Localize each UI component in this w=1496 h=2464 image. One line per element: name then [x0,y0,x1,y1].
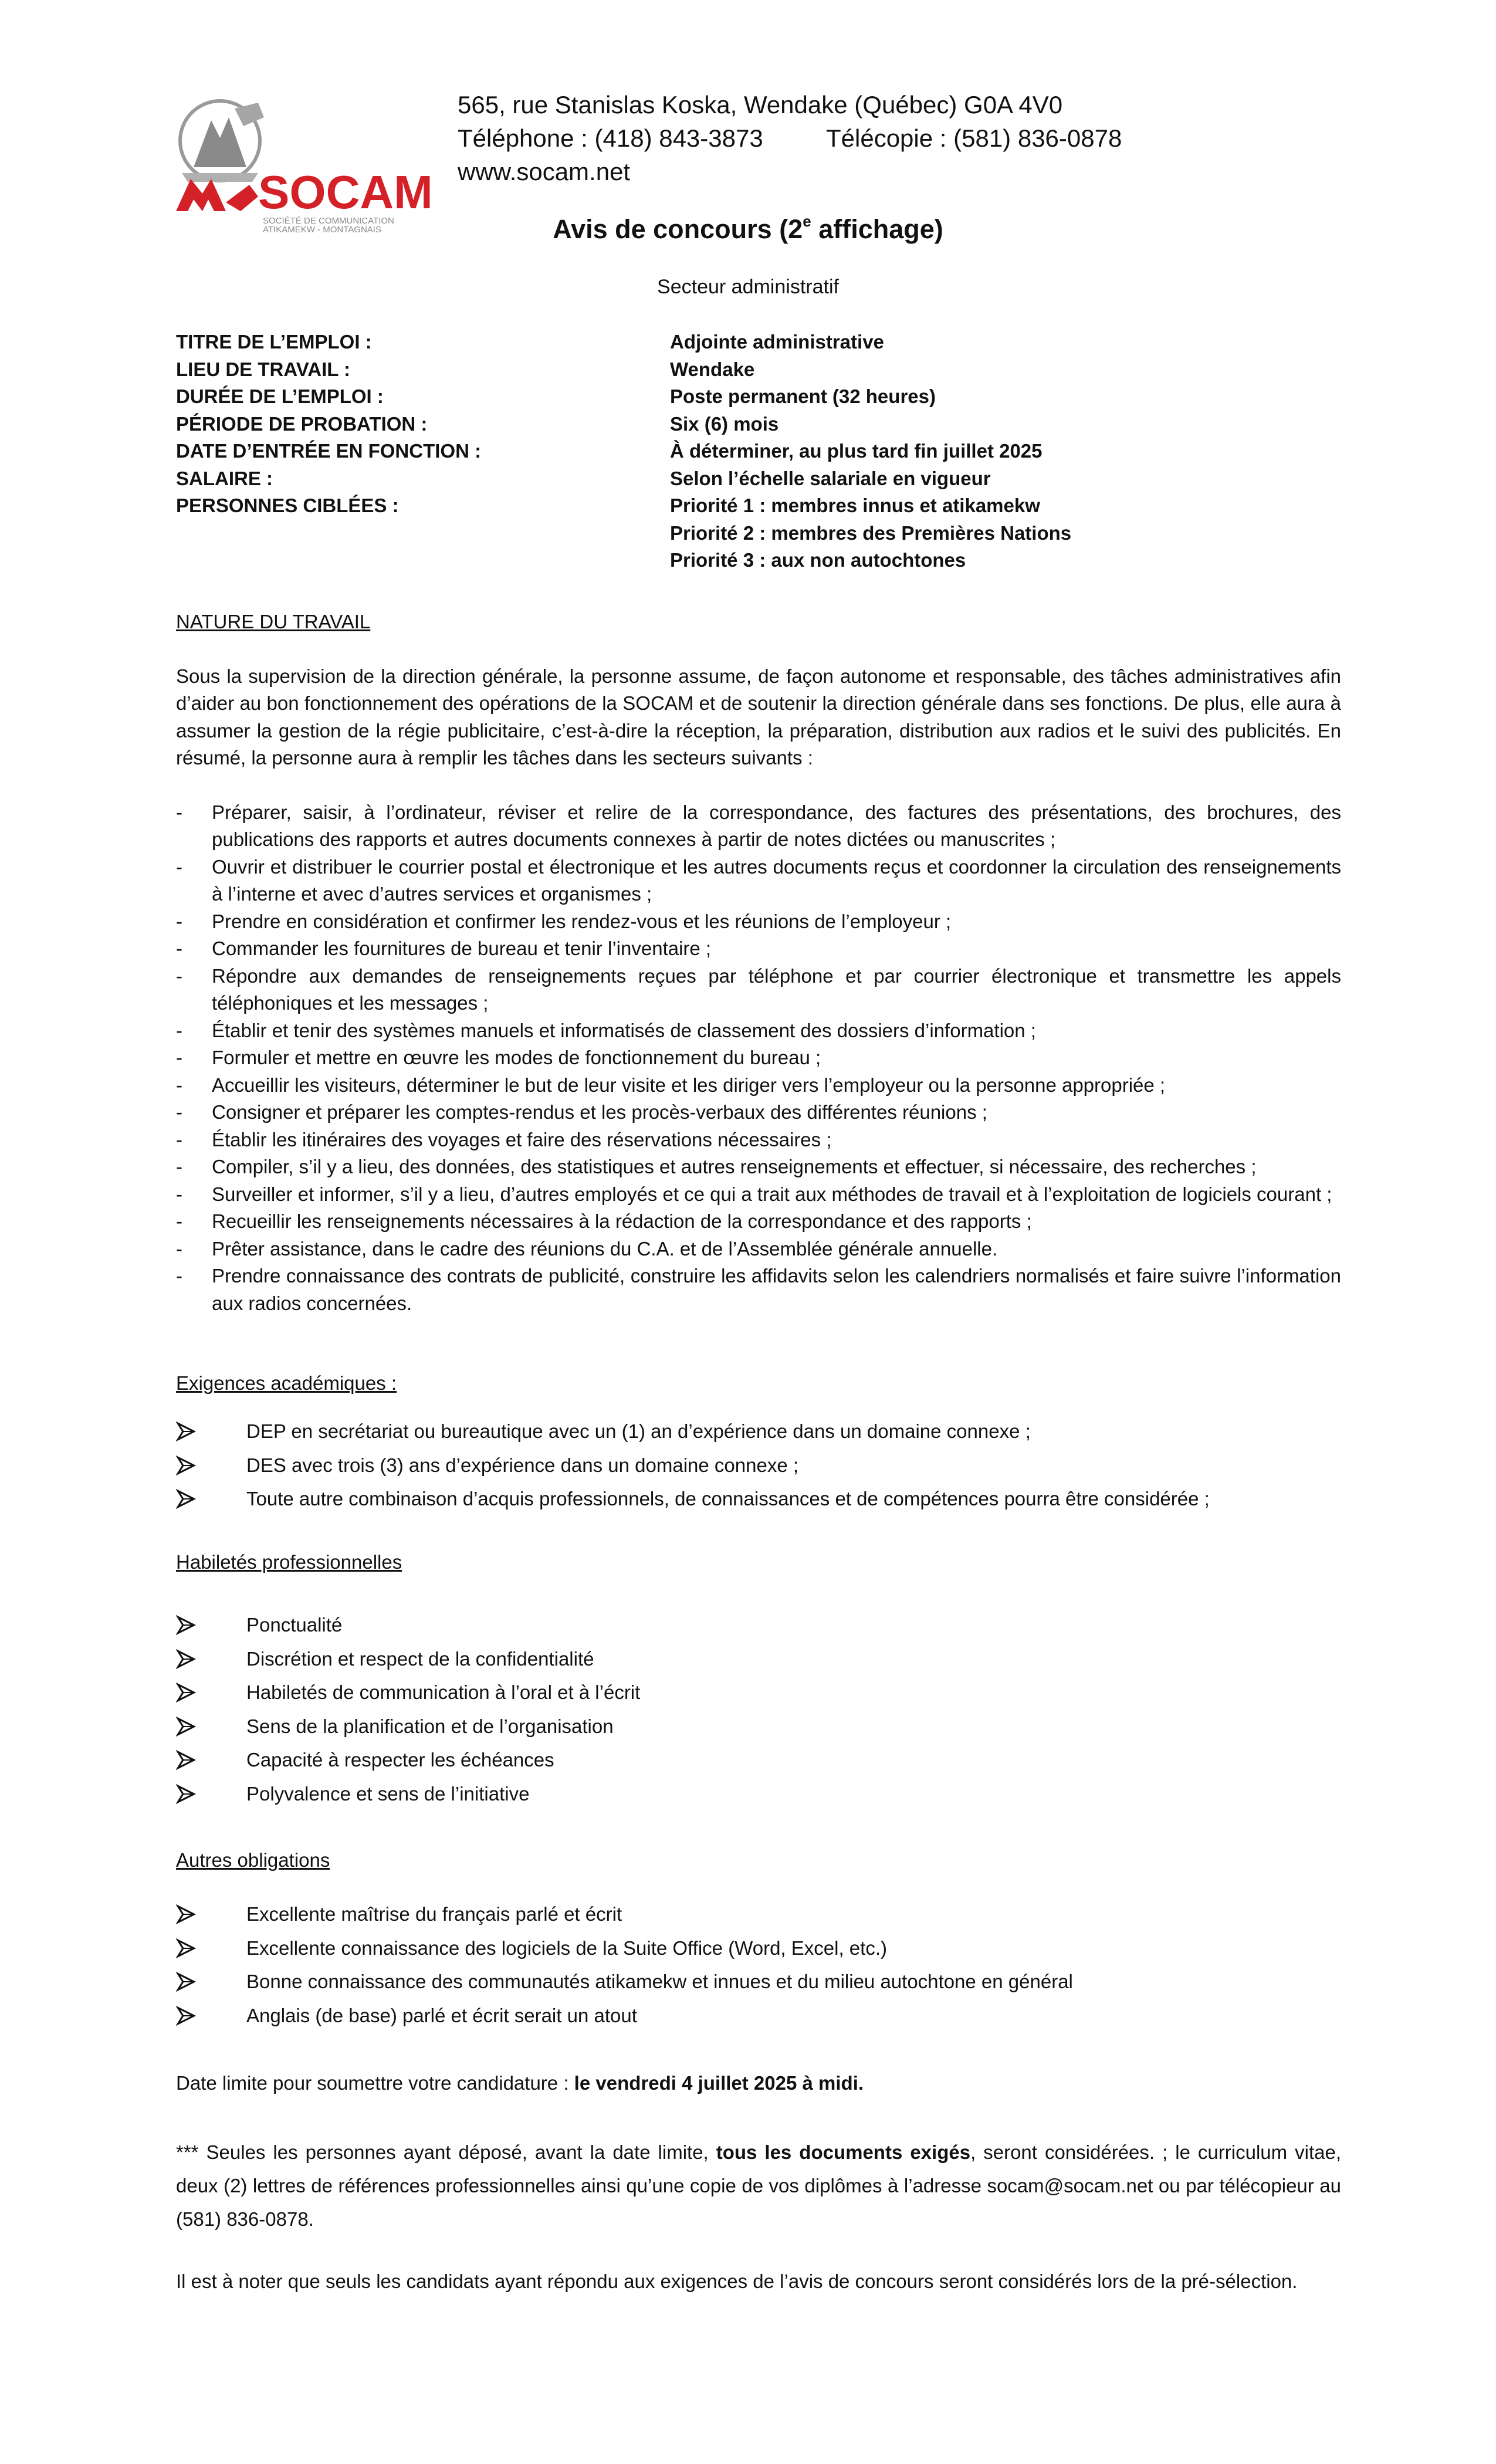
skill-item: Sens de la planification et de l’organisation [176,1710,1341,1744]
task-item: - Formuler et mettre en œuvre les modes de fonctionnement du bureau ; [176,1044,1341,1072]
academic-item: DEP en secrétariat ou bureautique avec un (1) an d’expérience dans un domaine connexe ; [176,1415,1341,1449]
task-item: - Prêter assistance, dans le cadre des réunions du C.A. et de l’Assemblée générale annuelle. [176,1236,1341,1263]
info-label: DATE D’ENTRÉE EN FONCTION : [176,440,482,462]
task-item: - Commander les fournitures de bureau et tenir l’inventaire ; [176,935,1341,963]
info-row [176,438,1349,465]
info-row [176,492,1349,520]
skills-list [176,1609,1341,1811]
contact-block [458,88,1122,188]
address-line: 565, rue Stanislas Koska, Wendake (Québec) G0A 4V0 [458,91,1063,119]
phone-fax-line [458,121,1122,155]
info-row [176,356,1349,384]
academic-heading: Exigences académiques : [176,1372,397,1394]
info-row [176,411,1349,438]
task-item: - Prendre en considération et confirmer les rendez-vous et les réunions de l’employeur ; [176,908,1341,936]
nature-section [176,608,1341,1317]
task-item: - Répondre aux demandes de renseignements reçues par téléphone et par courrier électronique et transmettre les appels téléphoniques et les messages ; [176,963,1341,1017]
info-value: Priorité 3 : aux non autochtones [670,549,966,571]
deadline-date: le vendredi 4 juillet 2025 à midi. [574,2072,864,2094]
task-item: - Établir et tenir des systèmes manuels et informatisés de classement des dossiers d’information ; [176,1017,1341,1045]
academic-list [176,1415,1341,1517]
deadline-label: Date limite pour soumettre votre candidature : [176,2072,574,2094]
arrow-bullet-icon [176,1683,246,1703]
task-item: - Recueillir les renseignements nécessaires à la rédaction de la correspondance et des rapports ; [176,1208,1341,1236]
arrow-bullet-icon [176,1784,246,1804]
arrow-bullet-icon [176,1489,246,1509]
info-value: Six (6) mois [670,412,779,435]
website-link[interactable]: www.socam.net [458,158,631,185]
skill-item: Habiletés de communication à l’oral et à l’écrit [176,1676,1341,1710]
info-row [176,520,1349,547]
info-label: PERSONNES CIBLÉES : [176,495,399,516]
info-row [176,383,1349,411]
info-value: Poste permanent (32 heures) [670,385,936,407]
arrow-bullet-icon [176,1421,246,1441]
info-row [176,329,1349,356]
title-suffix: affichage) [811,214,943,244]
task-item: - Compiler, s’il y a lieu, des données, des statistiques et autres renseignements et effectuer, si nécessaire, des recherches ; [176,1153,1341,1181]
arrow-bullet-icon [176,1904,246,1924]
arrow-bullet-icon [176,2006,246,2026]
arrow-bullet-icon [176,1750,246,1770]
nature-intro: Sous la supervision de la direction générale, la personne assume, de façon autonome et responsable, des tâches administratives afin d’aider au bon fonctionnement des opérations de la SOCAM et de soutenir la direction générale dans ses fonctions. De plus, elle aura à assumer la gestion de la régie publicitaire, c’est-à-dire la réception, la préparation, distribution aux radios et le suivi des publicités. En résumé, la personne aura à remplir les tâches dans les secteurs suivants : [176,665,1341,769]
arrow-bullet-icon [176,1649,246,1669]
other-section [176,1847,1341,2033]
academic-section [176,1370,1341,1516]
info-value: Priorité 1 : membres innus et atikamekw [670,495,1040,516]
other-item: Excellente connaissance des logiciels de la Suite Office (Word, Excel, etc.) [176,1931,1341,1965]
skill-item: Capacité à respecter les échéances [176,1744,1341,1778]
nature-heading: NATURE DU TRAVAIL [176,611,371,632]
task-item: - Consigner et préparer les comptes-rendus et les procès-verbaux des différentes réunions ; [176,1099,1341,1126]
phone-number: Téléphone : (418) 843-3873 [458,124,763,152]
info-value: Adjointe administrative [670,331,884,353]
other-item: Excellente maîtrise du français parlé et écrit [176,1898,1341,1932]
skills-section [176,1549,1341,1811]
academic-item: Toute autre combinaison d’acquis professionnels, de connaissances et de compétences pourra être considérée ; [176,1483,1341,1517]
skill-item: Discrétion et respect de la confidentialité [176,1642,1341,1676]
final-note: Il est à noter que seuls les candidats ayant répondu aux exigences de l’avis de concours seront considérés lors de la pré-sélection. [176,2270,1298,2292]
arrow-bullet-icon [176,1456,246,1475]
info-value: Wendake [670,358,755,380]
task-item: - Établir les itinéraires des voyages et faire des réservations nécessaires ; [176,1126,1341,1154]
job-info-table [176,329,1349,574]
other-list [176,1898,1341,2033]
arrow-bullet-icon [176,1717,246,1737]
skills-heading: Habiletés professionnelles [176,1551,402,1573]
info-label: LIEU DE TRAVAIL : [176,358,350,380]
info-row [176,465,1349,493]
skill-item: Polyvalence et sens de l’initiative [176,1777,1341,1811]
deadline-line [176,2070,1341,2097]
task-item: - Prendre connaissance des contrats de publicité, construire les affidavits selon les calendriers normalisés et faire suivre l’information aux radios concernées. [176,1263,1341,1317]
socam-logo-graphic [170,85,446,226]
title-prefix: Avis de concours (2 [553,214,803,244]
task-item: - Surveiller et informer, s’il y a lieu, d’autres employés et ce qui a trait aux méthodes de travail et à l’exploitation de logiciels courant ; [176,1181,1341,1209]
submission-note: *** Seules les personnes ayant déposé, avant la date limite, tous les documents exigés, seront considérées. ; le curriculum vitae, deux (2) lettres de références professionnelles ainsi qu’une copie de vos diplômes à l’adresse socam@socam.net ou par télécopieur au (581) 836-0878. [176,2141,1341,2230]
info-label [176,520,670,547]
title-superscript: e [803,212,811,230]
task-item: - Ouvrir et distribuer le courrier postal et électronique et les autres documents reçus et coordonner la circulation des renseignements à l’interne et avec d’autres services et organismes ; [176,854,1341,908]
arrow-bullet-icon [176,1972,246,1992]
info-label: DURÉE DE L’EMPLOI : [176,385,384,407]
task-item: - Accueillir les visiteurs, déterminer le but de leur visite et les diriger vers l’employeur ou la personne appropriée ; [176,1072,1341,1099]
task-list [176,799,1341,1318]
sector-subtitle: Secteur administratif [657,276,839,298]
page-title [0,214,1496,245]
info-row [176,547,1349,574]
logo-wordmark: SOCAM [258,166,433,218]
info-label: SALAIRE : [176,467,273,489]
arrow-bullet-icon [176,1615,246,1635]
socam-logo [170,85,446,235]
other-heading: Autres obligations [176,1849,330,1871]
task-item: - Préparer, saisir, à l’ordinateur, réviser et relire de la correspondance, des factures des présentations, des brochures, des publications des rapports et autres documents connexes à partir de notes dictées ou manuscrites ; [176,799,1341,854]
other-item: Bonne connaissance des communautés atikamekw et innues et du milieu autochtone en général [176,1965,1341,1999]
info-value: Priorité 2 : membres des Premières Nations [670,522,1072,544]
academic-item: DES avec trois (3) ans d’expérience dans un domaine connexe ; [176,1448,1341,1483]
info-value: À déterminer, au plus tard fin juillet 2025 [670,440,1043,462]
fax-number: Télécopie : (581) 836-0878 [826,124,1122,152]
logo-subtitle-1: SOCIÉTÉ DE COMMUNICATION [263,216,394,226]
skill-item: Ponctualité [176,1609,1341,1643]
logo-subtitle-2: ATIKAMEKW - MONTAGNAIS [263,225,381,235]
info-value: Selon l’échelle salariale en vigueur [670,467,991,489]
info-label [176,547,670,574]
info-label: TITRE DE L’EMPLOI : [176,331,372,353]
arrow-bullet-icon [176,1938,246,1958]
other-item: Anglais (de base) parlé et écrit serait un atout [176,1999,1341,2033]
required-documents: tous les documents exigés [716,2141,971,2163]
info-label: PÉRIODE DE PROBATION : [176,412,428,435]
